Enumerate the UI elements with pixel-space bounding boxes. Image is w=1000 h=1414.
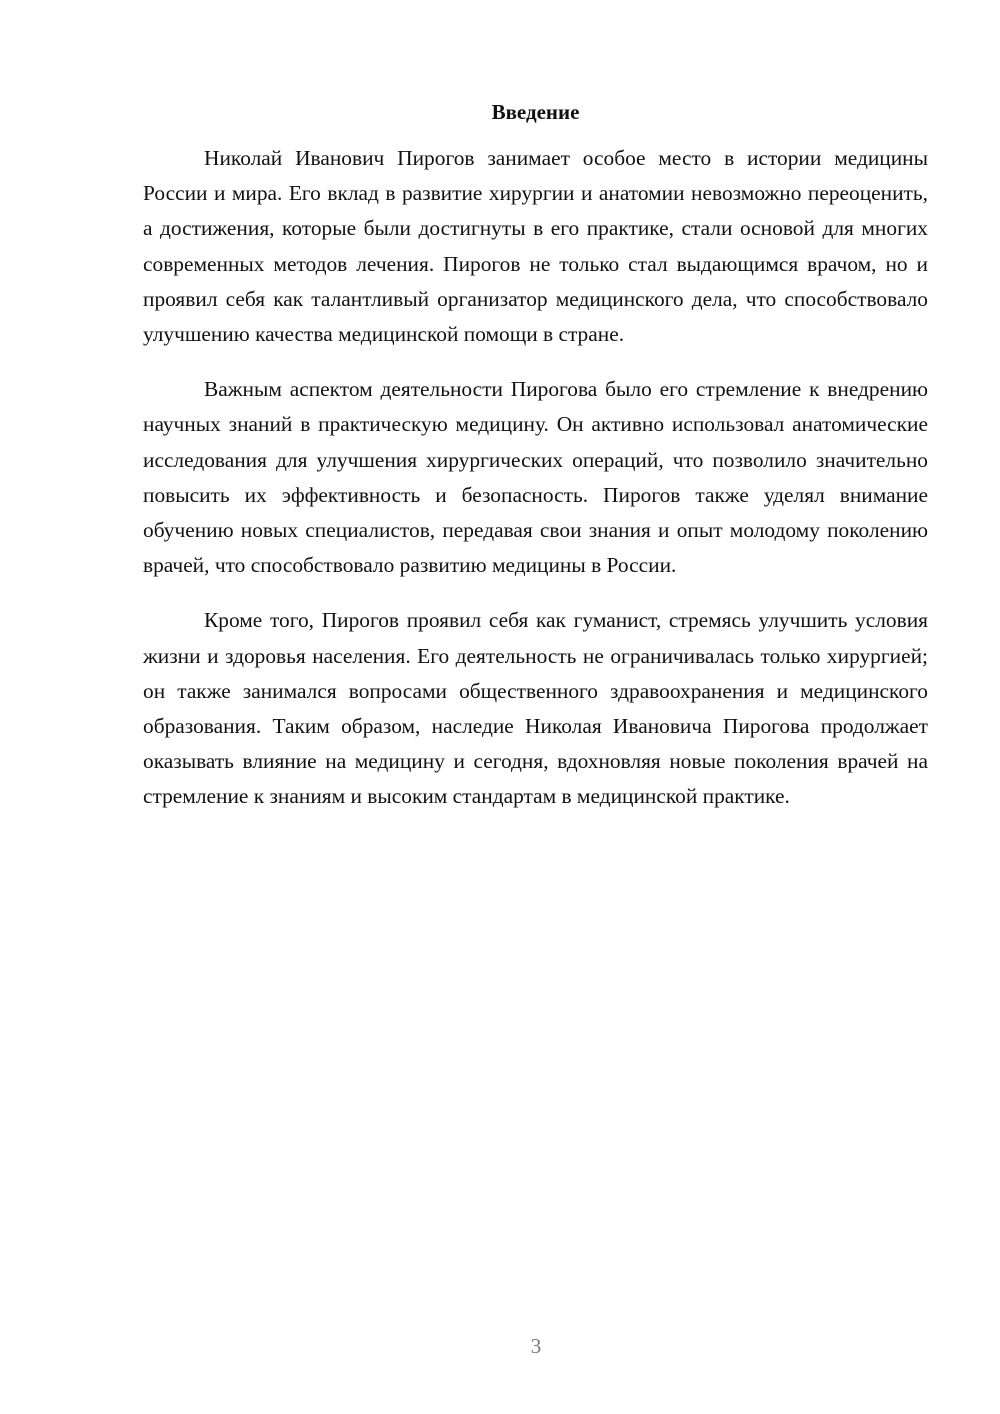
paragraph-2: Важным аспектом деятельности Пирогова было его стремление к внедрению научных знаний в практическую медицину. Он активно использовал анатомические исследования для улучшения хирургических операций, что позволило значительно повысить их эффективность и безопасность. Пирогов также уделял внимание обучению новых специалистов, передавая свои знания и опыт молодому поколению врачей, что способствовало развитию медицины в России. [143, 377, 928, 578]
section-title: Введение [491, 100, 580, 124]
paragraph-1: Николай Иванович Пирогов занимает особое место в истории медицины России и мира. Его вклад в развитие хирургии и анатомии невозможно переоценить, а достижения, которые были достигнуты в его практике, стали основой для многих современных методов лечения. Пирогов не только стал выдающимся врачом, но и проявил себя как талантливый организатор медицинского дела, что способствовало улучшению качества медицинской помощи в стране. [143, 146, 928, 347]
paragraph-3: Кроме того, Пирогов проявил себя как гуманист, стремясь улучшить условия жизни и здоровья населения. Его деятельность не ограничивалась только хирургией; он также занимался вопросами общественного здравоохранения и медицинского образования. Таким образом, наследие Николая Ивановича Пирогова продолжает оказывать влияние на медицину и сегодня, вдохновляя новые поколения врачей на стремление к знаниям и высоким стандартам в медицинской практике. [143, 608, 928, 809]
body-text [143, 141, 928, 835]
page-number: 3 [530, 1334, 542, 1358]
